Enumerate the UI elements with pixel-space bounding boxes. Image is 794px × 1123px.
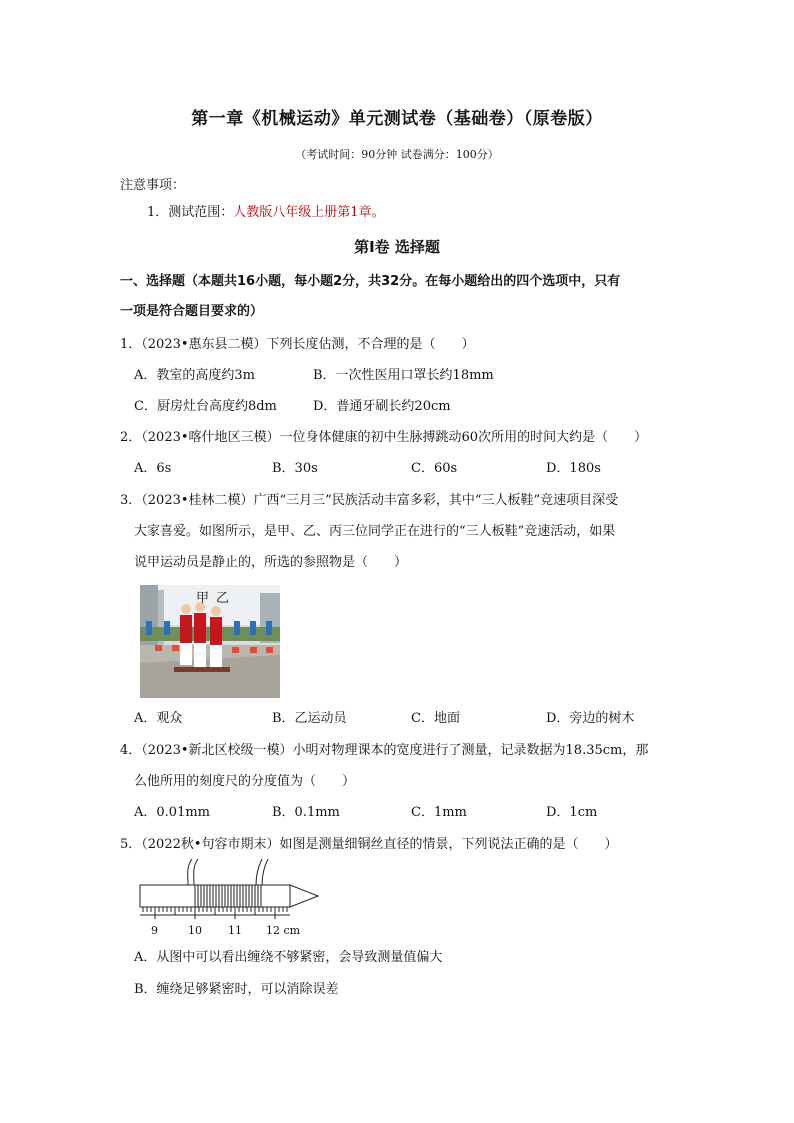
notice-item: [147, 205, 385, 221]
notice-heading: 注意事项：: [120, 178, 186, 193]
instructions-line-2: 一项是符合题目要求的）: [120, 304, 264, 319]
instructions-line-1: 一、选择题（本题共16小题，每小题2分，共32分。在每小题给出的四个选项中，只有: [120, 274, 621, 289]
ruler-label-12cm: 12 cm: [266, 924, 301, 937]
notice-item-highlight: 人教版八年级上册第1章: [233, 205, 372, 220]
q2-option-c: C．60s: [411, 461, 458, 476]
q2-stem: 2．（2023•喀什地区三模）一位身体健康的初中生脉搏跳动60次所用的时间大约是（ ）: [120, 430, 648, 445]
q3-stem-line-2: 大家喜爱。如图所示，是甲、乙、丙三位同学正在进行的“三人板鞋”竞速活动，如果: [134, 524, 616, 539]
section-title: 第Ⅰ卷 选择题: [354, 238, 440, 256]
q4-option-c: C．1mm: [411, 805, 467, 820]
q3-option-c: C．地面: [411, 711, 460, 726]
q4-stem-line-1: 4．（2023•新北区校级一模）小明对物理课本的宽度进行了测量，记录数据为18.35cm，那: [120, 743, 649, 758]
q3-option-b: B．乙运动员: [272, 711, 347, 726]
page-title: 第一章《机械运动》单元测试卷（基础卷）（原卷版）: [191, 109, 603, 129]
notice-item-prefix: 1．测试范围：: [147, 205, 234, 220]
q4-option-b: B．0.1mm: [272, 805, 340, 820]
q2-option-a: A．6s: [134, 461, 172, 476]
ruler-label-9: 9: [151, 924, 158, 937]
q3-stem-line-1: 3．（2023•桂林二模）广西“三月三”民族活动丰富多彩，其中“三人板鞋”竞速项目深受: [120, 493, 619, 508]
q2-option-d: D．180s: [546, 461, 601, 476]
exam-info: （考试时间：90分钟 试卷满分：100分）: [295, 148, 499, 161]
q1-option-a: A．教室的高度约3m: [134, 368, 255, 383]
q1-option-c: C．厨房灶台高度约8dm: [134, 399, 277, 414]
q3-option-d: D．旁边的树木: [546, 711, 635, 726]
q4-stem-line-2: 么他所用的刻度尺的分度值为（ ）: [134, 774, 356, 789]
q4-option-a: A．0.01mm: [134, 805, 210, 820]
race-photo-drawing: [140, 585, 280, 698]
ruler-label-11: 11: [228, 924, 242, 937]
q2-option-b: B．30s: [272, 461, 318, 476]
q5-option-a: A．从图中可以看出缠绕不够紧密，会导致测量值偏大: [134, 950, 443, 965]
q1-stem: 1．（2023•惠东县二模）下列长度估测，不合理的是（ ）: [120, 337, 475, 352]
q5-stem: 5．（2022秋•句容市期末）如图是测量细铜丝直径的情景，下列说法正确的是（ ）: [120, 837, 618, 852]
copper-wire-ruler-figure: [138, 857, 324, 939]
q1-option-d: D．普通牙刷长约20cm: [313, 399, 451, 414]
q3-option-a: A．观众: [134, 711, 183, 726]
q3-stem-line-3: 说甲运动员是静止的，所选的参照物是（ ）: [134, 555, 408, 570]
q1-option-b: B．一次性医用口罩长约18mm: [313, 368, 494, 383]
ruler-label-10: 10: [188, 924, 202, 937]
notice-item-suffix: 。: [371, 205, 385, 220]
q5-option-b: B．缠绕足够紧密时，可以消除误差: [134, 982, 339, 997]
figure-label-yi: 乙: [216, 591, 230, 606]
three-person-board-shoe-race-photo: [140, 585, 280, 698]
q4-option-d: D．1cm: [546, 805, 598, 820]
figure-label-jia: 甲: [196, 591, 210, 606]
